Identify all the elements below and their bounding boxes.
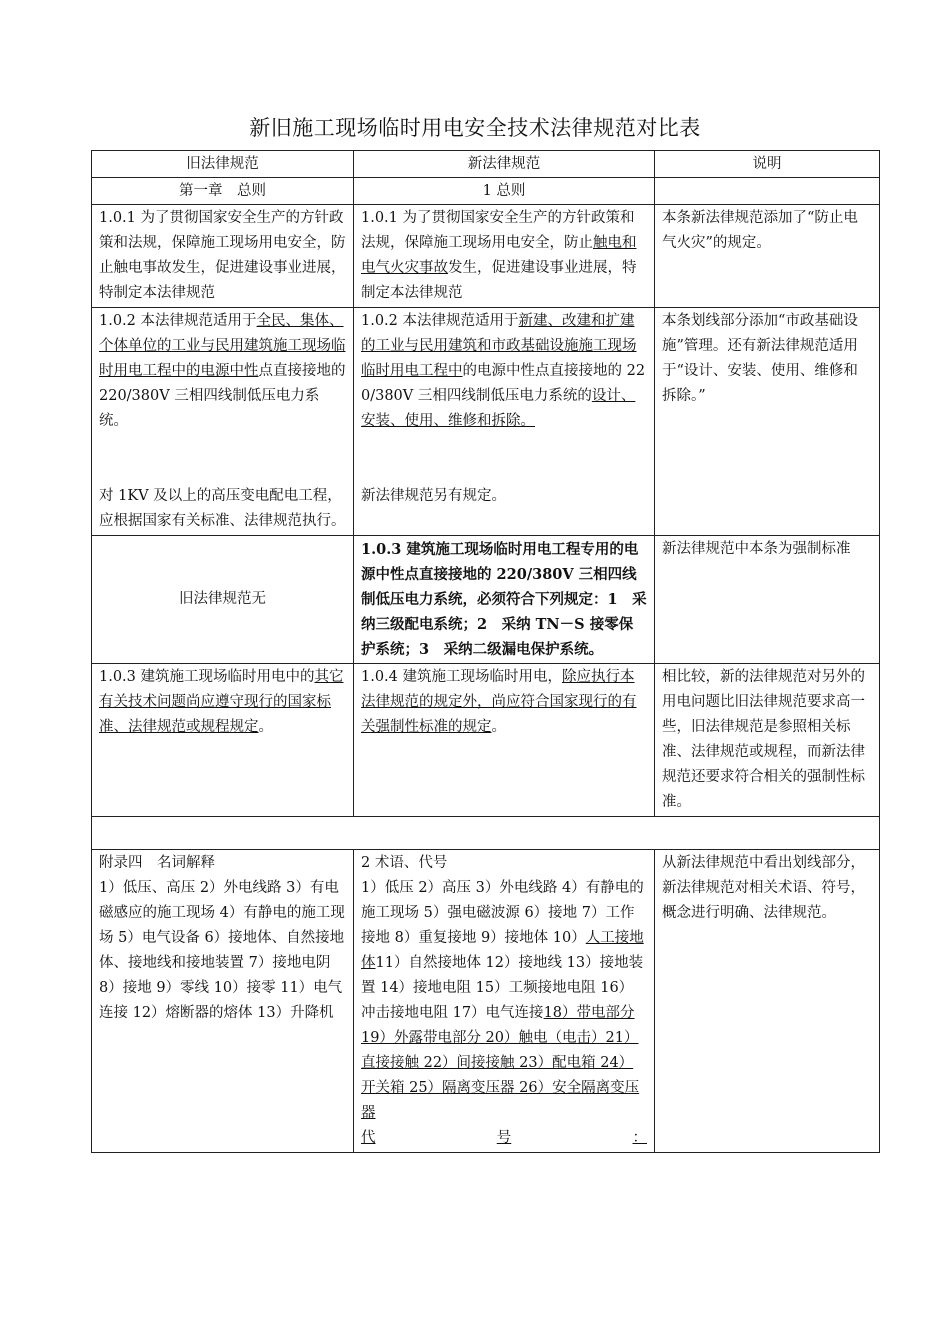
chapter-old: 第一章 总则 <box>92 178 354 205</box>
row2-old-underlined: 全民、集体、个体单位的工业与民用建筑施工现场临时用电工程中的电源中性 <box>99 313 346 379</box>
row3-old: 旧法律规范无 <box>92 536 354 664</box>
row2-new-extra: 新法律规范另有规定。 <box>361 488 506 504</box>
row5-old-title: 附录四 名词解释 <box>99 855 215 871</box>
row2-old-text-a: 1.0.2 本法律规范适用于 <box>99 313 257 329</box>
table-row <box>92 308 880 536</box>
row2-old-extra: 对 1KV 及以上的高压变电配电工程，应根据国家有关标准、法律规范执行。 <box>99 488 346 529</box>
row2-new-text-a: 1.0.2 本法律规范适用于 <box>361 313 519 329</box>
row1-new-text-b: 发生，促进建设事业进展，特制定本法律规范 <box>361 260 637 301</box>
row2-old <box>92 308 354 536</box>
chapter-row <box>92 178 880 205</box>
row5-new-code-3: ： <box>632 1130 647 1146</box>
row1-old: 1.0.1 为了贯彻国家安全生产的方针政策和法规，保障施工现场用电安全，防止触电事故发生，促进建设事业进展，特制定本法律规范 <box>92 205 354 308</box>
row5-new-code-1: 代 <box>361 1130 376 1146</box>
row1-new-text-a: 1.0.1 为了贯彻国家安全生产的方针政策和法规，保障施工现场用电安全，防止 <box>361 210 635 251</box>
row5-note: 从新法律规范中看出划线部分，新法律规范对相关术语、符号，概念进行明确、法律规范。 <box>655 850 880 1153</box>
row2-new-underlined-1: 新建、改建和扩建的工业与民用建筑和市政基础设施施工现场临时用电工程中 <box>361 313 637 379</box>
row2-new-underlined-2: 设计、安装、使用、维修和拆除。 <box>361 388 636 429</box>
row2-old-text-b: 点直接接地的 220/380V 三相四线制低压电力系统。 <box>99 363 346 429</box>
row4-old-text-b: 。 <box>258 719 273 735</box>
row4-old-text-a: 1.0.3 建筑施工现场临时用电中的 <box>99 669 315 685</box>
row1-note: 本条新法律规范添加了“防止电气火灾”的规定。 <box>655 205 880 308</box>
row3-note: 新法律规范中本条为强制标准 <box>655 536 880 664</box>
row2-new-spacer <box>361 434 647 484</box>
blank-cell <box>92 817 880 850</box>
row4-note: 相比较，新的法律规范对另外的用电问题比旧法律规范要求高一些，旧法律规范是参照相关标准、法律规范或规程，而新法律规范还要求符合相关的强制性标准。 <box>655 664 880 817</box>
row5-new-code-line <box>361 1126 647 1151</box>
header-note: 说明 <box>655 151 880 178</box>
row5-new-text-b: 11）自然接地体 12）接地线 13）接地装置 14）接地电阻 15）工频接地电阻 16）冲击接地电阻 17）电气连接 <box>361 955 644 1021</box>
row2-new <box>354 308 655 536</box>
blank-row <box>92 817 880 850</box>
row5-new-body <box>361 876 647 1126</box>
row5-old-body: 1）低压、高压 2）外电线路 3）有电磁感应的施工现场 4）有静电的施工现场 5）电气设备 6）接地体、自然接地体、接地线和接地装置 7）接地电阴 8）接地 9）零线 10）接零 11）电气连接 12）熔断器的熔体 13）升降机 <box>99 880 345 1021</box>
row4-new-text-a: 1.0.4 建筑施工现场临时用电， <box>361 669 563 685</box>
row2-old-main <box>99 309 346 434</box>
table-header-row <box>92 151 880 178</box>
table-row <box>92 205 880 308</box>
row2-new-main <box>361 309 647 434</box>
row1-new-underlined: 触电和电气火灾事故 <box>361 235 637 276</box>
comparison-table <box>91 150 880 1153</box>
header-new: 新法律规范 <box>354 151 655 178</box>
row4-old-underlined: 其它有关技术问题尚应遵守现行的国家标准、法律规范或规程规定 <box>99 669 344 735</box>
row5-new-underlined-2: 18）带电部分 19）外露带电部分 20）触电（电击）21）直接接触 22）间接接触 23）配电箱 24）开关箱 25）隔离变压器 26）安全隔离变压器 <box>361 1005 640 1121</box>
row4-new <box>354 664 655 817</box>
row5-new <box>354 850 655 1153</box>
row2-new-text-b: 的电源中性点直接接地的 220/380V 三相四线制低压电力系统的 <box>361 363 646 404</box>
row5-old <box>92 850 354 1153</box>
row2-old-spacer <box>99 434 346 484</box>
row5-new-underlined-1: 人工接地体 <box>361 930 644 971</box>
chapter-new: 1 总则 <box>354 178 655 205</box>
row4-new-text-b: 。 <box>491 719 506 735</box>
row5-new-code-2: 号 <box>496 1130 512 1146</box>
row3-new: 1.0.3 建筑施工现场临时用电工程专用的电源中性点直接接地的 220/380V 三相四线制低压电力系统，必须符合下列规定：1 采纳三级配电系统；2 采纳 TN－S 接零保护系统；3 采纳二级漏电保护系统。 <box>354 536 655 664</box>
row1-new <box>354 205 655 308</box>
page-title: 新旧施工现场临时用电安全技术法律规范对比表 <box>249 116 701 140</box>
row4-old <box>92 664 354 817</box>
table-row <box>92 536 880 664</box>
header-old: 旧法律规范 <box>92 151 354 178</box>
row5-new-text-a: 1）低压 2）高压 3）外电线路 4）有静电的施工现场 5）强电磁波源 6）接地 7）工作接地 8）重复接地 9）接地体 10） <box>361 880 644 946</box>
table-row <box>92 850 880 1153</box>
chapter-note <box>655 178 880 205</box>
row4-new-underlined: 除应执行本法律规范的规定外，尚应符合国家现行的有关强制性标准的规定 <box>361 669 637 735</box>
row2-note: 本条划线部分添加“市政基础设施”管理。还有新法律规范适用于“设计、安装、使用、维修和拆除。” <box>655 308 880 536</box>
table-row <box>92 664 880 817</box>
row5-new-title: 2 术语、代号 <box>361 855 448 871</box>
